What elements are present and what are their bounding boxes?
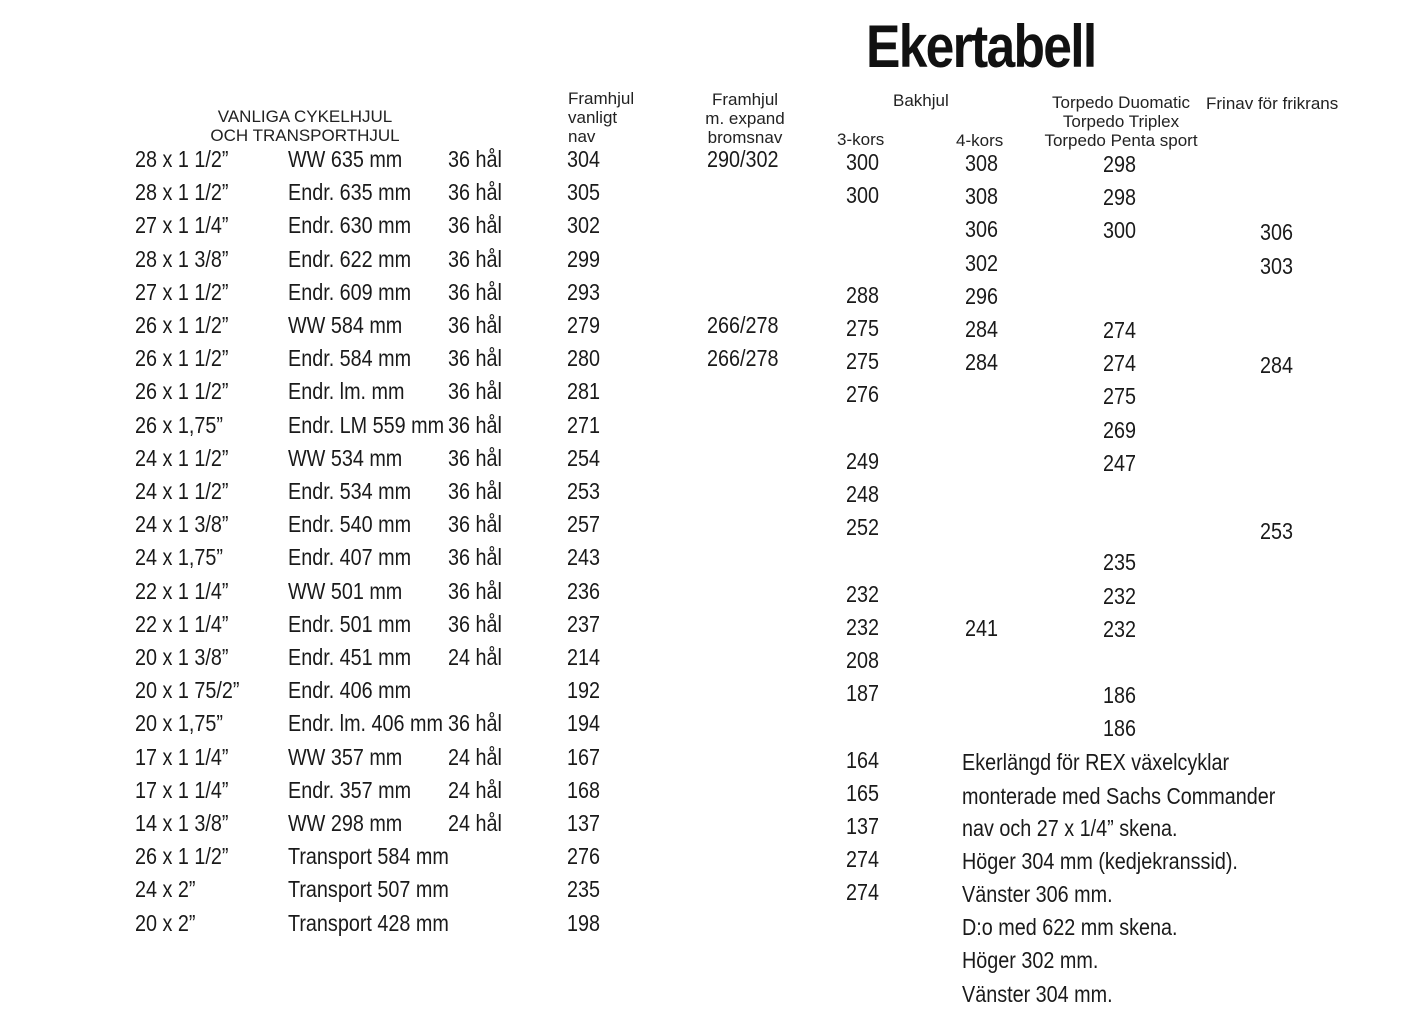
torpedo-length: 232 [1103, 615, 1137, 642]
hole-count: 36 hål [448, 544, 502, 571]
rim-size: Endr. 635 mm [288, 179, 412, 206]
hole-count: 36 hål [448, 577, 502, 604]
hole-count: 36 hål [448, 411, 502, 438]
header-wheel-group-line: VANLIGA CYKELHJUL [217, 107, 393, 126]
hole-count: 36 hål [448, 378, 502, 405]
front-normal-length: 235 [567, 876, 601, 903]
rear-4-cross-length: 284 [965, 316, 999, 342]
header-torpedo [1036, 93, 1206, 150]
wheel-size: 24 x 1,75” [135, 544, 223, 571]
rear-3-cross-length: 249 [846, 447, 880, 474]
torpedo-length: 274 [1103, 350, 1137, 377]
hole-count: 36 hål [448, 212, 502, 239]
hole-count: 24 hål [448, 810, 502, 836]
torpedo-length: 247 [1103, 449, 1137, 476]
rear-3-cross-length: 248 [846, 481, 880, 507]
wheel-size: 17 x 1 1/4” [135, 776, 229, 803]
rim-size: WW 534 mm [288, 444, 403, 471]
header-front-normal-line: vanligt [568, 108, 618, 127]
rear-3-cross-length: 252 [846, 514, 880, 541]
header-freewheel-hub: Frinav för frikrans [1206, 94, 1339, 113]
wheel-size: 27 x 1 1/2” [135, 278, 229, 305]
hole-count: 36 hål [448, 610, 502, 637]
header-wheel-group-line: OCH TRANSPORTHJUL [210, 126, 400, 145]
wheel-size: 28 x 1 1/2” [135, 179, 229, 206]
header-front-normal-line: nav [568, 127, 596, 146]
rear-3-cross-length: 137 [846, 813, 880, 839]
rear-4-cross-length: 308 [965, 150, 999, 176]
header-front-expand [690, 90, 800, 147]
rim-size: Endr. 609 mm [288, 278, 412, 305]
front-normal-length: 137 [567, 810, 601, 836]
note-line: monterade med Sachs Commander [962, 783, 1276, 809]
front-normal-length: 214 [567, 644, 601, 670]
rear-4-cross-length: 308 [965, 183, 999, 210]
rim-size: WW 501 mm [288, 577, 403, 604]
header-4-cross: 4-kors [956, 131, 1004, 150]
rim-size: WW 357 mm [288, 743, 403, 770]
rear-3-cross-length: 232 [846, 580, 880, 607]
wheel-size: 22 x 1 1/4” [135, 610, 229, 637]
front-expand-length: 290/302 [707, 146, 779, 172]
rim-size: Endr. 357 mm [288, 776, 412, 803]
header-front-expand-line: bromsnav [707, 128, 783, 147]
wheel-size: 24 x 1 1/2” [135, 478, 229, 504]
freewheel-length: 253 [1260, 518, 1294, 545]
torpedo-length: 298 [1103, 184, 1137, 211]
front-normal-length: 194 [567, 710, 601, 737]
rear-4-cross-length: 306 [965, 216, 999, 243]
rim-size: Endr. 534 mm [288, 478, 412, 504]
front-normal-length: 276 [567, 843, 601, 870]
rim-size: Endr. 451 mm [288, 644, 412, 670]
freewheel-length: 303 [1260, 252, 1294, 279]
note-line: nav och 27 x 1/4” skena. [962, 815, 1178, 841]
torpedo-length: 298 [1103, 151, 1137, 177]
rear-3-cross-length: 164 [846, 746, 880, 773]
wheel-size: 20 x 2” [135, 909, 196, 936]
rim-size: Endr. LM 559 mm [288, 411, 445, 438]
torpedo-length: 186 [1103, 715, 1137, 742]
front-normal-length: 254 [567, 444, 601, 471]
front-normal-length: 257 [567, 511, 601, 538]
hole-count: 36 hål [448, 444, 502, 471]
rear-3-cross-length: 276 [846, 381, 880, 408]
rear-3-cross-length: 187 [846, 680, 880, 707]
hole-count: 36 hål [448, 345, 502, 372]
rim-size: Endr. lm. mm [288, 378, 405, 405]
front-normal-length: 299 [567, 245, 601, 272]
wheel-size: 22 x 1 1/4” [135, 577, 229, 604]
torpedo-length: 232 [1103, 582, 1137, 609]
front-normal-length: 192 [567, 677, 601, 704]
wheel-size: 20 x 1,75” [135, 710, 223, 737]
front-normal-length: 168 [567, 776, 601, 803]
freewheel-length: 306 [1260, 219, 1294, 246]
rim-size: WW 584 mm [288, 312, 403, 338]
rear-3-cross-length: 288 [846, 281, 880, 308]
rear-3-cross-length: 274 [846, 846, 880, 873]
wheel-size: 26 x 1 1/2” [135, 843, 229, 870]
rim-size: Endr. 540 mm [288, 511, 412, 538]
front-normal-length: 305 [567, 179, 601, 206]
hole-count: 36 hål [448, 179, 502, 206]
hole-count: 24 hål [448, 743, 502, 770]
rear-4-cross-length: 296 [965, 282, 999, 309]
front-normal-length: 243 [567, 544, 601, 571]
header-rear-wheel: Bakhjul [893, 91, 949, 110]
rear-3-cross-length: 165 [846, 779, 880, 806]
front-normal-length: 281 [567, 378, 601, 405]
hole-count: 36 hål [448, 146, 502, 172]
hole-count: 24 hål [448, 776, 502, 803]
wheel-size: 27 x 1 1/4” [135, 212, 229, 239]
front-normal-length: 302 [567, 212, 601, 239]
wheel-size: 20 x 1 3/8” [135, 644, 229, 670]
rim-size: Endr. 622 mm [288, 245, 412, 272]
rear-3-cross-length: 274 [846, 879, 880, 906]
front-normal-length: 236 [567, 577, 601, 604]
hole-count: 36 hål [448, 312, 502, 338]
page-title: Ekertabell [866, 13, 1096, 80]
hole-count: 36 hål [448, 278, 502, 305]
hole-count: 36 hål [448, 511, 502, 538]
torpedo-length: 300 [1103, 217, 1137, 244]
hole-count: 24 hål [448, 644, 502, 670]
front-expand-length: 266/278 [707, 345, 779, 372]
front-normal-length: 271 [567, 411, 601, 438]
rear-4-cross-length: 284 [965, 349, 999, 376]
torpedo-length: 235 [1103, 549, 1137, 576]
wheel-size: 26 x 1 1/2” [135, 378, 229, 405]
rear-3-cross-length: 275 [846, 348, 880, 375]
front-normal-length: 293 [567, 278, 601, 305]
front-normal-length: 167 [567, 743, 601, 770]
wheel-size: 26 x 1 1/2” [135, 345, 229, 372]
front-expand-length: 266/278 [707, 312, 779, 338]
note-line: D:o med 622 mm skena. [962, 914, 1178, 940]
rim-size: WW 298 mm [288, 810, 403, 836]
rear-3-cross-length: 275 [846, 315, 880, 341]
hole-count: 36 hål [448, 478, 502, 504]
note-line: Ekerlängd för REX växelcyklar [962, 749, 1230, 775]
note-line: Höger 302 mm. [962, 947, 1099, 973]
torpedo-length: 274 [1103, 317, 1137, 343]
rim-size: WW 635 mm [288, 146, 403, 172]
rim-size: Endr. 584 mm [288, 345, 412, 372]
hole-count: 36 hål [448, 710, 502, 737]
wheel-size: 24 x 1 1/2” [135, 444, 229, 471]
rim-size: Endr. 501 mm [288, 610, 412, 637]
note-line: Höger 304 mm (kedjekranssid). [962, 848, 1238, 874]
header-3-cross: 3-kors [837, 130, 885, 149]
header-torpedo-line: Torpedo Triplex [1062, 112, 1180, 131]
wheel-size: 17 x 1 1/4” [135, 743, 229, 770]
rear-3-cross-length: 300 [846, 149, 880, 175]
front-normal-length: 304 [567, 146, 601, 172]
header-front-expand-line: Framhjul [711, 90, 779, 109]
torpedo-length: 275 [1103, 383, 1137, 410]
rear-4-cross-length: 302 [965, 249, 999, 276]
wheel-size: 24 x 2” [135, 876, 196, 903]
header-front-normal-line: Framhjul [568, 89, 635, 108]
rim-size: Endr. 630 mm [288, 212, 412, 239]
header-front-expand-line: m. expand [705, 109, 785, 128]
wheel-size: 28 x 1 1/2” [135, 146, 229, 172]
front-normal-length: 198 [567, 909, 601, 936]
wheel-size: 20 x 1 75/2” [135, 677, 240, 704]
front-normal-length: 280 [567, 345, 601, 372]
wheel-size: 24 x 1 3/8” [135, 511, 229, 538]
header-torpedo-line: Torpedo Penta sport [1044, 131, 1198, 150]
note-line: Vänster 304 mm. [962, 981, 1113, 1007]
rim-size: Endr. 407 mm [288, 544, 412, 571]
wheel-size: 26 x 1,75” [135, 411, 223, 438]
wheel-size: 28 x 1 3/8” [135, 245, 229, 272]
wheel-size: 26 x 1 1/2” [135, 312, 229, 338]
front-normal-length: 237 [567, 610, 601, 637]
rim-size: Transport 584 mm [288, 843, 449, 870]
header-front-normal [568, 89, 634, 146]
freewheel-length: 284 [1260, 352, 1294, 379]
rear-3-cross-length: 208 [846, 647, 880, 673]
header-torpedo-line: Torpedo Duomatic [1052, 93, 1190, 112]
rear-3-cross-length: 300 [846, 182, 880, 209]
torpedo-length: 269 [1103, 416, 1137, 443]
front-normal-length: 279 [567, 312, 601, 338]
rim-size: Endr. lm. 406 mm [288, 710, 444, 737]
rear-4-cross-length: 241 [965, 614, 999, 641]
header-wheel-group [160, 107, 450, 145]
rim-size: Endr. 406 mm [288, 677, 412, 704]
rear-3-cross-length: 232 [846, 613, 880, 640]
wheel-size: 14 x 1 3/8” [135, 810, 229, 836]
rim-size: Transport 507 mm [288, 876, 449, 903]
note-line: Vänster 306 mm. [962, 881, 1113, 907]
hole-count: 36 hål [448, 245, 502, 272]
rim-size: Transport 428 mm [288, 909, 449, 936]
front-normal-length: 253 [567, 478, 601, 504]
torpedo-length: 186 [1103, 682, 1137, 709]
